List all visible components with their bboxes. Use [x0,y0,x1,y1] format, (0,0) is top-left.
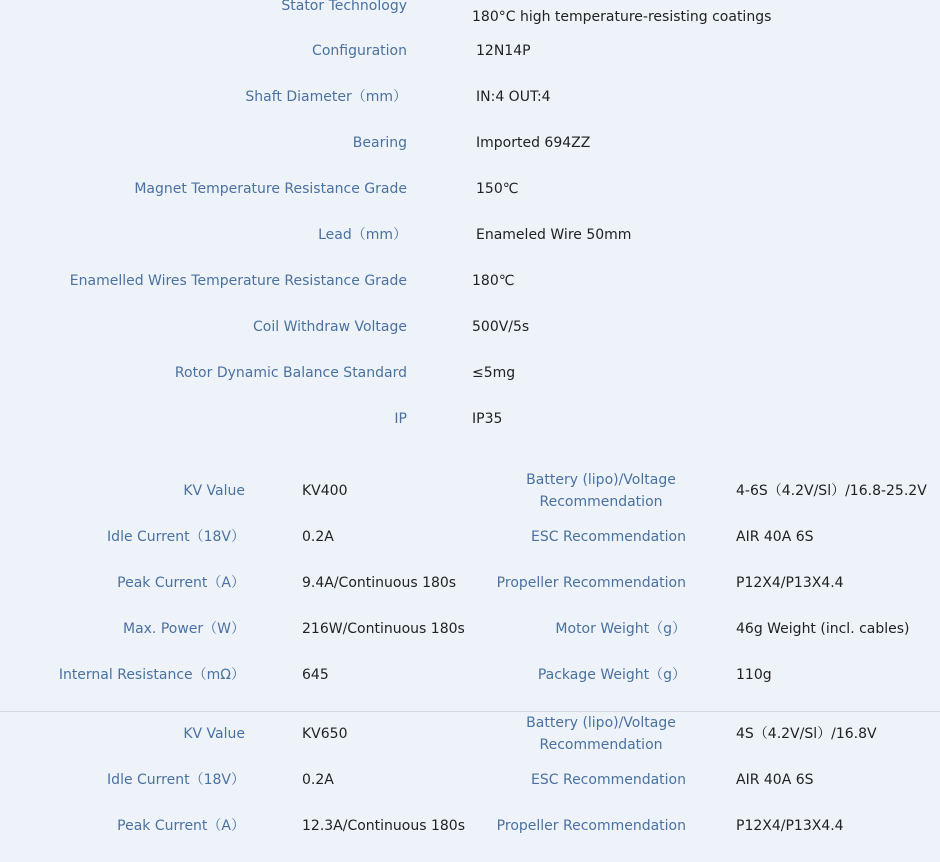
row-value: KV400 [302,483,348,499]
row-value: 9.4A/Continuous 180s [302,575,457,591]
row-label: KV Value [183,483,245,499]
row-label: ESC Recommendation [531,772,686,788]
row-value: 216W/Continuous 180s [302,621,465,637]
row-label: Max. Power（W） [122,621,245,637]
row-label: Idle Current（18V） [107,529,245,545]
row-label: Peak Current（A） [117,818,245,834]
row-label: ESC Recommendation [531,529,686,545]
row-label: Motor Weight（g） [555,621,686,637]
row-value: 46g Weight (incl. cables) [736,621,910,637]
row-label: KV Value [183,726,245,742]
spec-value: 180℃ [472,273,515,289]
table-divider [0,711,940,712]
spec-label: Configuration [312,43,407,59]
spec-label: Bearing [352,135,407,151]
row-value: 0.2A [302,772,334,788]
row-label: Battery (lipo)/Voltage Recommendation [526,715,676,753]
row-label: Internal Resistance（mΩ） [58,667,245,683]
row-label: Package Weight（g） [537,667,686,683]
spec-value: Imported 694ZZ [476,135,591,151]
spec-value: ≤5mg [472,365,516,381]
row-label: Idle Current（18V） [107,772,245,788]
row-value: AIR 40A 6S [736,772,814,788]
spec-value: 180°C high temperature-resisting coatings [472,9,772,25]
row-value: P12X4/P13X4.4 [736,575,844,591]
row-label: Propeller Recommendation [496,818,686,834]
row-label: Propeller Recommendation [496,575,686,591]
row-label: Peak Current（A） [117,575,245,591]
spec-value: 500V/5s [472,319,530,335]
spec-label: Enamelled Wires Temperature Resistance Grade [69,273,407,289]
spec-value: Enameled Wire 50mm [476,227,632,243]
row-value: 4S（4.2V/Sl）/16.8V [736,726,877,742]
spec-label: Coil Withdraw Voltage [253,319,407,335]
spec-label: Lead（mm） [318,227,407,243]
row-value: P12X4/P13X4.4 [736,818,844,834]
spec-value: 150℃ [476,181,519,197]
row-value: KV650 [302,726,348,742]
spec-value: 12N14P [476,43,531,59]
spec-label: Stator Technology [281,0,407,14]
row-value: 0.2A [302,529,334,545]
row-value: 4-6S（4.2V/Sl）/16.8-25.2V [736,483,927,499]
spec-label: Magnet Temperature Resistance Grade [134,181,407,197]
row-value: AIR 40A 6S [736,529,814,545]
spec-value: IN:4 OUT:4 [476,89,551,105]
row-value: 645 [302,667,329,683]
spec-label: Rotor Dynamic Balance Standard [174,365,407,381]
row-value: 12.3A/Continuous 180s [302,818,466,834]
row-label: Battery (lipo)/Voltage Recommendation [526,472,676,510]
spec-label: IP [394,411,407,427]
row-value: 110g [736,667,772,683]
spec-label: Shaft Diameter（mm） [245,89,407,105]
spec-value: IP35 [472,411,503,427]
